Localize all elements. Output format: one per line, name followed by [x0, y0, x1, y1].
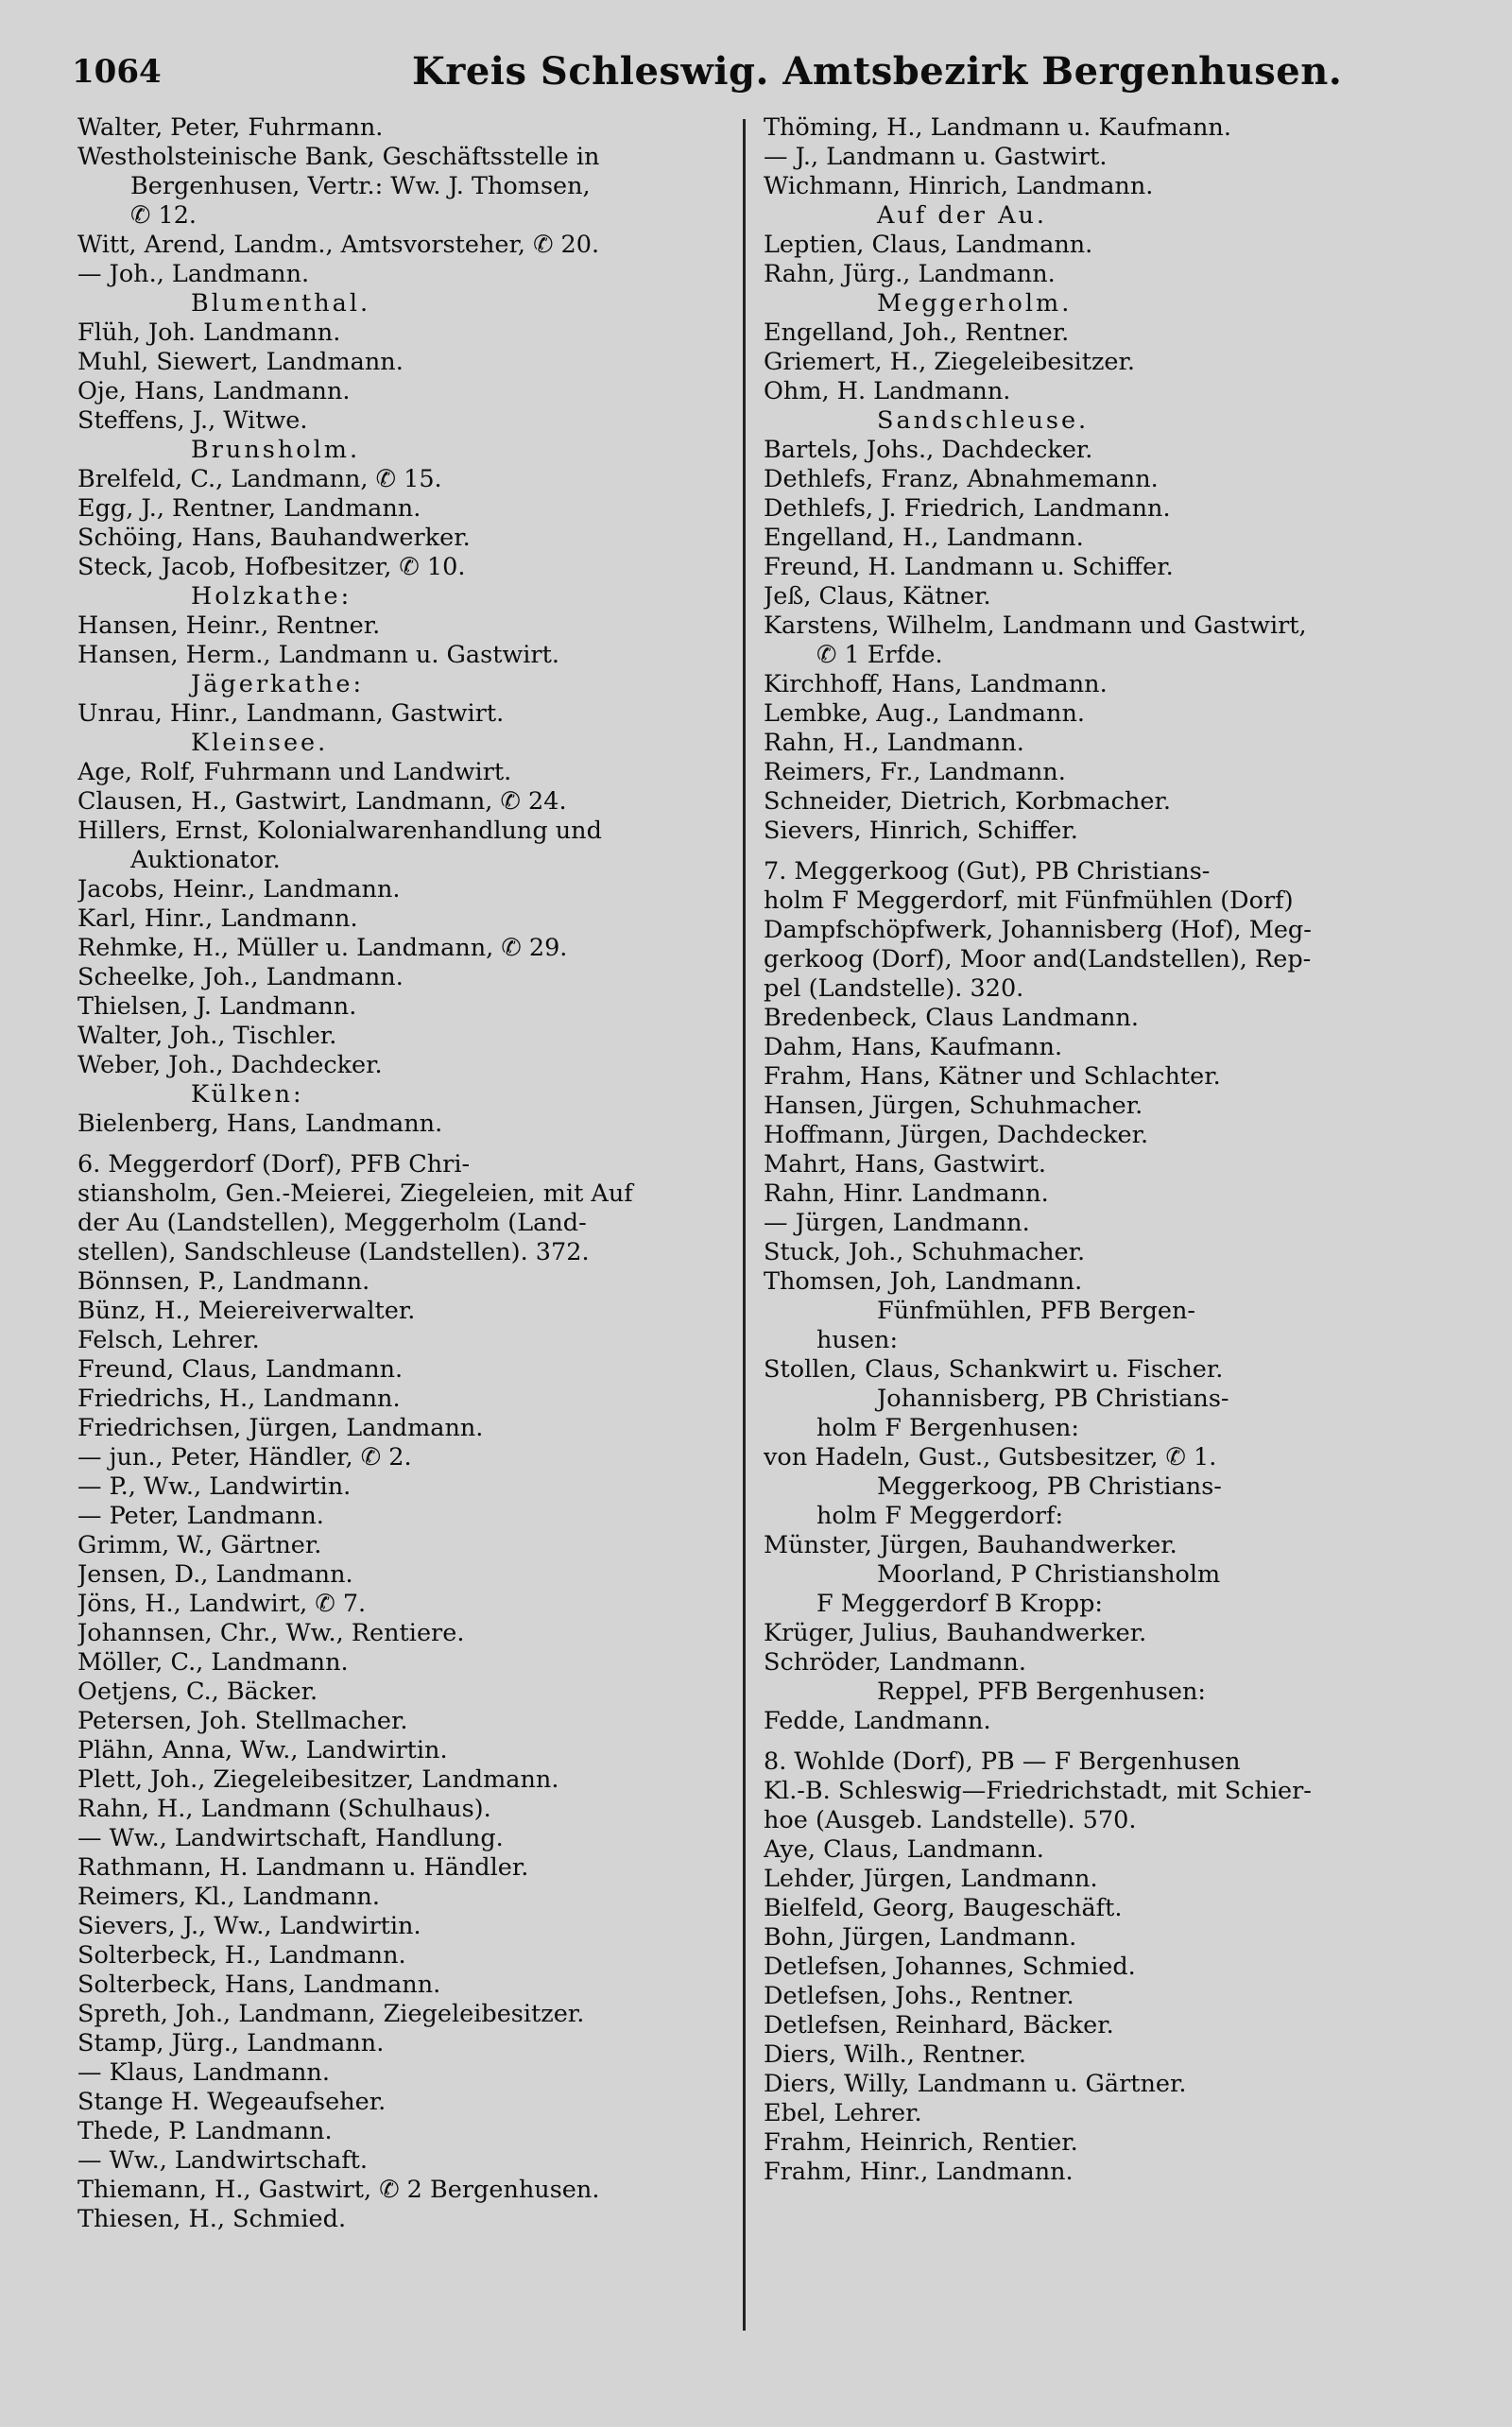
entry-continuation: holm F Meggerdorf: [816, 1502, 1064, 1530]
directory-entry: Sievers, J., Ww., Landwirtin. [77, 1912, 421, 1940]
directory-entry: Kl.-B. Schleswig—Friedrichstadt, mit Schier- [764, 1777, 1312, 1805]
directory-entry: Dethlefs, J. Friedrich, Landmann. [764, 494, 1171, 523]
directory-entry: — Ww., Landwirtschaft. [77, 2146, 369, 2175]
directory-entry: Plett, Joh., Ziegeleibesitzer, Landmann. [77, 1765, 559, 1794]
directory-entry: Age, Rolf, Fuhrmann und Landwirt. [77, 758, 512, 786]
directory-entry: Oetjens, C., Bäcker. [77, 1678, 318, 1706]
directory-entry: Thomsen, Joh, Landmann. [764, 1267, 1083, 1296]
left-column [77, 113, 728, 2234]
directory-entry: Clausen, H., Gastwirt, Landmann, ✆ 24. [77, 787, 567, 816]
directory-entry: Aye, Claus, Landmann. [764, 1835, 1044, 1864]
entry-continuation: Auktionator. [130, 846, 281, 874]
directory-entry: Flüh, Joh. Landmann. [77, 318, 341, 347]
directory-entry: Sievers, Hinrich, Schiffer. [764, 817, 1078, 845]
entry-continuation: F Meggerdorf B Kropp: [816, 1590, 1104, 1618]
locality-heading: Külken: [191, 1080, 304, 1109]
directory-entry: Hansen, Jürgen, Schuhmacher. [764, 1092, 1143, 1120]
directory-entry: stiansholm, Gen.-Meierei, Ziegeleien, mit Auf [77, 1179, 633, 1208]
directory-entry: Thiemann, H., Gastwirt, ✆ 2 Bergenhusen. [77, 2176, 600, 2204]
directory-entry: Detlefsen, Reinhard, Bäcker. [764, 2011, 1114, 2040]
entry-continuation: holm F Bergenhusen: [816, 1414, 1079, 1442]
directory-entry: Bredenbeck, Claus Landmann. [764, 1004, 1139, 1032]
locality-heading: Jägerkathe: [191, 670, 365, 698]
directory-entry: Thielsen, J. Landmann. [77, 992, 357, 1021]
municipality-heading: 6. Meggerdorf (Dorf), PFB Chri- [77, 1150, 471, 1179]
directory-entry: Rahn, Jürg., Landmann. [764, 260, 1056, 288]
locality-heading: Moorland, P Christiansholm [877, 1560, 1221, 1589]
directory-entry: Steffens, J., Witwe. [77, 406, 308, 435]
directory-entry: Schröder, Landmann. [764, 1648, 1026, 1677]
directory-entry: Dahm, Hans, Kaufmann. [764, 1033, 1063, 1061]
directory-entry: Stange H. Wegeaufseher. [77, 2088, 387, 2116]
directory-entry: Steck, Jacob, Hofbesitzer, ✆ 10. [77, 553, 466, 581]
directory-entry: Griemert, H., Ziegeleibesitzer. [764, 348, 1135, 376]
directory-entry: Walter, Joh., Tischler. [77, 1022, 337, 1050]
directory-entry: Muhl, Siewert, Landmann. [77, 348, 404, 376]
directory-entry: Engelland, Joh., Rentner. [764, 318, 1070, 347]
directory-entry: Rahn, H., Landmann (Schulhaus). [77, 1795, 491, 1823]
directory-entry: Frahm, Hans, Kätner und Schlachter. [764, 1062, 1221, 1091]
directory-entry: Bünz, H., Meiereiverwalter. [77, 1297, 416, 1325]
directory-entry: Jeß, Claus, Kätner. [764, 582, 991, 611]
directory-entry: Rehmke, H., Müller u. Landmann, ✆ 29. [77, 934, 568, 962]
directory-entry: Diers, Wilh., Rentner. [764, 2040, 1026, 2069]
directory-entry: — Klaus, Landmann. [77, 2058, 330, 2087]
locality-heading: Brunsholm. [191, 436, 361, 464]
directory-entry: gerkoog (Dorf), Moor and(Landstellen), Rep- [764, 945, 1312, 973]
directory-entry: Detlefsen, Johannes, Schmied. [764, 1953, 1136, 1981]
directory-entry: Unrau, Hinr., Landmann, Gastwirt. [77, 699, 505, 728]
section-spacer [77, 1139, 728, 1150]
directory-entry: Rahn, H., Landmann. [764, 729, 1024, 757]
directory-entry: stellen), Sandschleuse (Landstellen). 372. [77, 1238, 590, 1266]
directory-entry: holm F Meggerdorf, mit Fünfmühlen (Dorf) [764, 886, 1294, 915]
directory-entry: Johannsen, Chr., Ww., Rentiere. [77, 1619, 465, 1647]
directory-entry: Karstens, Wilhelm, Landmann und Gastwirt, [764, 611, 1307, 640]
directory-entry: Bohn, Jürgen, Landmann. [764, 1923, 1077, 1952]
directory-entry: Reimers, Kl., Landmann. [77, 1883, 380, 1911]
directory-entry: — J., Landmann u. Gastwirt. [764, 143, 1108, 171]
directory-entry: Jacobs, Heinr., Landmann. [77, 875, 401, 904]
directory-entry: — Peter, Landmann. [77, 1502, 324, 1530]
directory-entry: Freund, Claus, Landmann. [77, 1355, 404, 1384]
section-spacer [764, 1736, 1416, 1747]
directory-entry: Stamp, Jürg., Landmann. [77, 2029, 385, 2057]
locality-heading: Blumenthal. [191, 289, 371, 318]
directory-entry: Thiesen, H., Schmied. [77, 2205, 347, 2233]
directory-entry: Detlefsen, Johs., Rentner. [764, 1982, 1074, 2010]
directory-entry: Möller, C., Landmann. [77, 1648, 349, 1677]
directory-entry: Leptien, Claus, Landmann. [764, 231, 1093, 259]
section-spacer [764, 846, 1416, 857]
directory-entry: Münster, Jürgen, Bauhandwerker. [764, 1531, 1177, 1559]
directory-entry: Walter, Peter, Fuhrmann. [77, 113, 384, 142]
directory-entry: Oje, Hans, Landmann. [77, 377, 351, 405]
locality-heading: Holzkathe: [191, 582, 352, 611]
municipality-heading: 8. Wohlde (Dorf), PB — F Bergenhusen [764, 1747, 1241, 1776]
directory-entry: Hansen, Heinr., Rentner. [77, 611, 381, 640]
directory-entry: — jun., Peter, Händler, ✆ 2. [77, 1443, 412, 1472]
directory-entry: Plähn, Anna, Ww., Landwirtin. [77, 1736, 448, 1764]
directory-entry: Wichmann, Hinrich, Landmann. [764, 172, 1154, 200]
directory-entry: Witt, Arend, Landm., Amtsvorsteher, ✆ 20. [77, 231, 600, 259]
locality-heading: Reppel, PFB Bergenhusen: [877, 1678, 1206, 1706]
directory-entry: hoe (Ausgeb. Landstelle). 570. [764, 1806, 1137, 1834]
directory-entry: Lembke, Aug., Landmann. [764, 699, 1085, 728]
municipality-heading: 7. Meggerkoog (Gut), PB Christians- [764, 857, 1211, 886]
directory-entry: Weber, Joh., Dachdecker. [77, 1051, 383, 1079]
directory-entry: Hansen, Herm., Landmann u. Gastwirt. [77, 641, 559, 669]
directory-entry: Rahn, Hinr. Landmann. [764, 1179, 1049, 1208]
directory-entry: Felsch, Lehrer. [77, 1326, 260, 1354]
running-title: Kreis Schleswig. Amtsbezirk Bergenhusen. [412, 49, 1343, 94]
locality-heading: Kleinsee. [191, 729, 329, 757]
page-header [72, 49, 1433, 106]
locality-heading: Johannisberg, PB Christians- [877, 1385, 1229, 1413]
directory-entry: Westholsteinische Bank, Geschäftsstelle in [77, 143, 600, 171]
directory-entry: Kirchhoff, Hans, Landmann. [764, 670, 1108, 698]
column-divider [743, 119, 746, 2331]
directory-entry: Solterbeck, H., Landmann. [77, 1941, 406, 1970]
entry-continuation: Bergenhusen, Vertr.: Ww. J. Thomsen, [130, 172, 591, 200]
directory-entry: Rathmann, H. Landmann u. Händler. [77, 1853, 529, 1882]
directory-entry: Mahrt, Hans, Gastwirt. [764, 1150, 1046, 1179]
directory-entry: — Joh., Landmann. [77, 260, 310, 288]
directory-entry: Friedrichs, H., Landmann. [77, 1385, 401, 1413]
directory-entry: Engelland, H., Landmann. [764, 524, 1084, 552]
directory-entry: Ohm, H. Landmann. [764, 377, 1011, 405]
directory-entry: Dethlefs, Franz, Abnahmemann. [764, 465, 1159, 493]
directory-entry: Solterbeck, Hans, Landmann. [77, 1971, 441, 1999]
locality-heading: Auf der Au. [877, 201, 1048, 230]
directory-entry: Diers, Willy, Landmann u. Gärtner. [764, 2070, 1187, 2098]
directory-entry: Scheelke, Joh., Landmann. [77, 963, 404, 991]
directory-entry: Stollen, Claus, Schankwirt u. Fischer. [764, 1355, 1224, 1384]
directory-entry: Bönnsen, P., Landmann. [77, 1267, 370, 1296]
directory-entry: Petersen, Joh. Stellmacher. [77, 1707, 408, 1735]
locality-heading: Meggerkoog, PB Christians- [877, 1472, 1222, 1501]
directory-entry: Frahm, Heinrich, Rentier. [764, 2128, 1078, 2157]
right-column [764, 113, 1416, 2187]
directory-entry: Reimers, Fr., Landmann. [764, 758, 1066, 786]
directory-entry: Egg, J., Rentner, Landmann. [77, 494, 421, 523]
directory-entry: Jensen, D., Landmann. [77, 1560, 353, 1589]
directory-entry: Schneider, Dietrich, Korbmacher. [764, 787, 1171, 816]
directory-entry: Jöns, H., Landwirt, ✆ 7. [77, 1590, 367, 1618]
directory-entry: Stuck, Joh., Schuhmacher. [764, 1238, 1086, 1266]
entry-continuation: husen: [816, 1326, 899, 1354]
directory-entry: von Hadeln, Gust., Gutsbesitzer, ✆ 1. [764, 1443, 1217, 1472]
directory-entry: pel (Landstelle). 320. [764, 974, 1024, 1003]
directory-entry: Friedrichsen, Jürgen, Landmann. [77, 1414, 484, 1442]
locality-heading: Sandschleuse. [877, 406, 1090, 435]
directory-entry: Hoffmann, Jürgen, Dachdecker. [764, 1121, 1149, 1149]
directory-entry: — Jürgen, Landmann. [764, 1209, 1030, 1237]
directory-entry: der Au (Landstellen), Meggerholm (Land- [77, 1209, 587, 1237]
directory-entry: Thöming, H., Landmann u. Kaufmann. [764, 113, 1231, 142]
directory-entry: Schöing, Hans, Bauhandwerker. [77, 524, 471, 552]
entry-continuation: ✆ 12. [130, 201, 198, 230]
page-number: 1064 [72, 53, 162, 91]
directory-entry: — P., Ww., Landwirtin. [77, 1472, 352, 1501]
directory-entry: Bartels, Johs., Dachdecker. [764, 436, 1093, 464]
directory-entry: Freund, H. Landmann u. Schiffer. [764, 553, 1174, 581]
directory-entry: Lehder, Jürgen, Landmann. [764, 1865, 1098, 1893]
directory-entry: Grimm, W., Gärtner. [77, 1531, 322, 1559]
directory-entry: Fedde, Landmann. [764, 1707, 991, 1735]
directory-entry: Hillers, Ernst, Kolonialwarenhandlung und [77, 817, 602, 845]
directory-entry: Karl, Hinr., Landmann. [77, 904, 358, 933]
directory-entry: Ebel, Lehrer. [764, 2099, 922, 2127]
directory-entry: Frahm, Hinr., Landmann. [764, 2158, 1074, 2186]
entry-continuation: ✆ 1 Erfde. [816, 641, 943, 669]
directory-entry: Spreth, Joh., Landmann, Ziegeleibesitzer. [77, 2000, 585, 2028]
directory-entry: Brelfeld, C., Landmann, ✆ 15. [77, 465, 442, 493]
directory-entry: — Ww., Landwirtschaft, Handlung. [77, 1824, 504, 1852]
directory-entry: Krüger, Julius, Bauhandwerker. [764, 1619, 1147, 1647]
locality-heading: Fünfmühlen, PFB Bergen- [877, 1297, 1196, 1325]
directory-entry: Thede, P. Landmann. [77, 2117, 333, 2145]
directory-entry: Bielenberg, Hans, Landmann. [77, 1110, 443, 1138]
locality-heading: Meggerholm. [877, 289, 1073, 318]
directory-entry: Dampfschöpfwerk, Johannisberg (Hof), Meg- [764, 916, 1312, 944]
directory-entry: Bielfeld, Georg, Baugeschäft. [764, 1894, 1123, 1922]
